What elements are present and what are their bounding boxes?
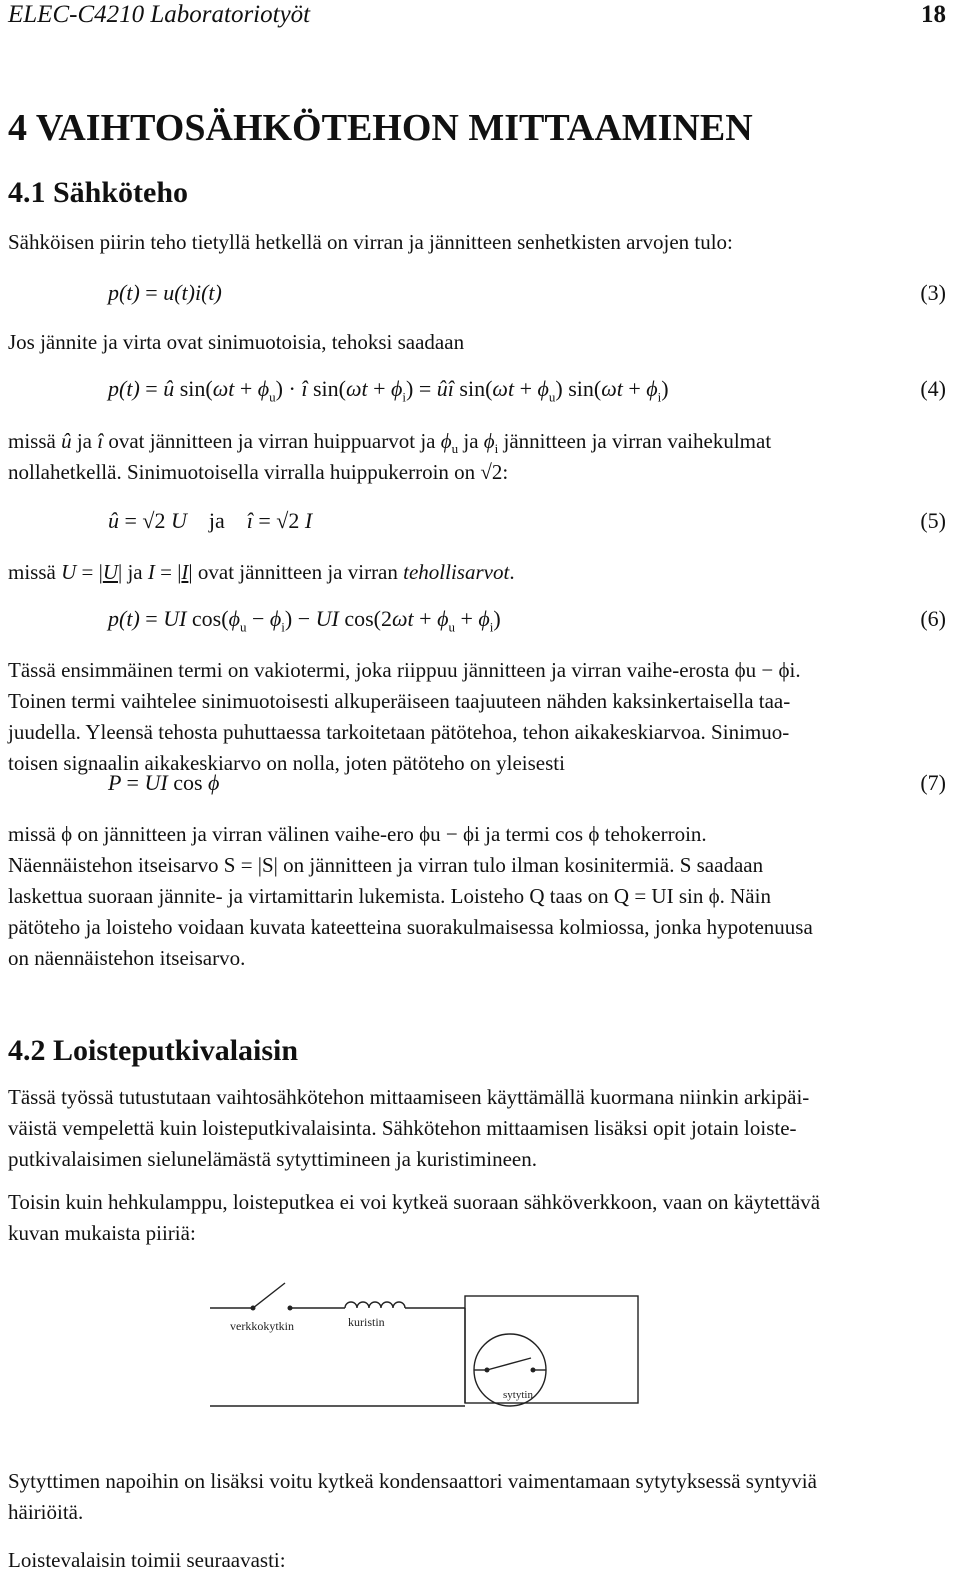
paragraph-8 xyxy=(8,1187,940,1249)
paragraph-8-line: Toisin kuin hehkulamppu, loisteputkea ei voi kytkeä suoraan sähköverkkoon, vaan on käytettävä xyxy=(8,1190,821,1214)
paragraph-5 xyxy=(8,655,940,779)
equation-3: p(t) = u(t)i(t) xyxy=(108,280,222,305)
page-number: 18 xyxy=(921,1,946,28)
paragraph-3-line-2: nollahetkellä. Sinimuotoisella virralla huippukerroin on √2: xyxy=(8,460,509,484)
paragraph-1: Sähköisen piirin teho tietyllä hetkellä on virran ja jännitteen senhetkisten arvojen tulo: xyxy=(8,230,733,254)
paragraph-2: Jos jännite ja virta ovat sinimuotoisia, tehoksi saadaan xyxy=(8,330,465,354)
paragraph-5-line: toisen signaalin aikakeskiarvo on nolla, joten pätöteho on yleisesti xyxy=(8,751,565,775)
equation-6: p(t) = UI $\cos(\phi_u - \phi_i)$ − UI $\cos(2\omega t + \phi_u + \phi_i)$ xyxy=(108,606,501,635)
subsection-title-2: 4.2 Loisteputkivalaisin xyxy=(8,1034,299,1067)
equation-7: P = UI cos ϕ xyxy=(108,770,220,795)
section-title: 4 VAIHTOSÄHKÖTEHON MITTAAMINEN xyxy=(8,107,753,149)
equation-4: p(t) = û $\sin(\omega t + \phi_u)$ · î $\sin(\omega t + \phi_i)$ = ûî $\sin(\omega t + \phi_u)$ $\sin(\omega t + \phi_i)$ xyxy=(108,376,669,405)
equation-number-3: (3) xyxy=(920,280,946,305)
paragraph-6 xyxy=(8,819,940,974)
paragraph-3-line-1: missä û ja î ovat jännitteen ja virran huippuarvot ja $\phi_u$ ja $\phi_i$ jännitteen ja virran vaihekulmat xyxy=(8,429,772,457)
paragraph-6-line: on näennäistehon itseisarvo. xyxy=(8,946,246,970)
paragraph-9 xyxy=(8,1466,940,1528)
label-sytytin: sytytin xyxy=(503,1389,533,1401)
paragraph-6-line: laskettua suoraan jännite- ja virtamittarin lukemista. Loisteho Q taas on Q = UI sin ϕ. Näin xyxy=(8,884,771,908)
paragraph-6-line: Näennäistehon itseisarvo S = |S| on jännitteen ja virran tulo ilman kosinitermiä. S saadaan xyxy=(8,853,764,877)
paragraph-5-line: Toinen termi vaihtelee sinimuotoisesti alkuperäiseen taajuuteen nähden kaksinkertaisella taa- xyxy=(8,689,791,713)
label-verkkokytkin: verkkokytkin xyxy=(230,1319,294,1333)
label-kuristin: kuristin xyxy=(348,1315,385,1329)
paragraph-9-line: häiriöitä. xyxy=(8,1500,84,1524)
equation-number-5: (5) xyxy=(920,508,946,533)
subsection-title-1: 4.1 Sähköteho xyxy=(8,176,189,209)
circuit-diagram xyxy=(205,1278,655,1438)
paragraph-8-line: kuvan mukaista piiriä: xyxy=(8,1221,196,1245)
paragraph-5-line: Tässä ensimmäinen termi on vakiotermi, joka riippuu jännitteen ja virran vaihe-erosta ϕu − ϕi. xyxy=(8,658,801,682)
paragraph-9-line: Sytyttimen napoihin on lisäksi voitu kytkeä kondensaattori vaimentamaan sytytyksessä syntyviä xyxy=(8,1469,817,1493)
paragraph-6-line: missä ϕ on jännitteen ja virran välinen vaihe-ero ϕu − ϕi ja termi cos ϕ tehokerroin. xyxy=(8,822,707,846)
paragraph-10: Loistevalaisin toimii seuraavasti: xyxy=(8,1548,286,1572)
paragraph-7 xyxy=(8,1082,940,1175)
paragraph-5-line: juudella. Yleensä tehosta puhuttaessa tarkoitetaan pätötehoa, tehon aikakeskiarvoa. Sinimuo- xyxy=(8,720,790,744)
paragraph-7-line: Tässä työssä tutustutaan vaihtosähkötehon mittaamiseen käyttämällä kuormana niinkin arkipäi- xyxy=(8,1085,810,1109)
equation-5: û = √2 U ja î = √2 I xyxy=(108,508,313,533)
paragraph-4: missä U = |U| ja I = |I| ovat jännitteen ja virran tehollisarvot. xyxy=(8,560,515,584)
equation-number-6: (6) xyxy=(920,606,946,631)
header-course: ELEC-C4210 Laboratoriotyöt xyxy=(8,1,311,28)
paragraph-7-line: väistä vempelettä kuin loisteputkivalaisinta. Sähkötehon mittaamisen lisäksi opit jotain loiste- xyxy=(8,1116,797,1140)
paragraph-6-line: pätöteho ja loisteho voidaan kuvata kateetteina suorakulmaisessa kolmiossa, jonka hypotenuusa xyxy=(8,915,813,939)
equation-number-7: (7) xyxy=(920,770,946,795)
paragraph-7-line: putkivalaisimen sielunelämästä sytyttimineen ja kuristimineen. xyxy=(8,1147,537,1171)
equation-number-4: (4) xyxy=(920,376,946,401)
